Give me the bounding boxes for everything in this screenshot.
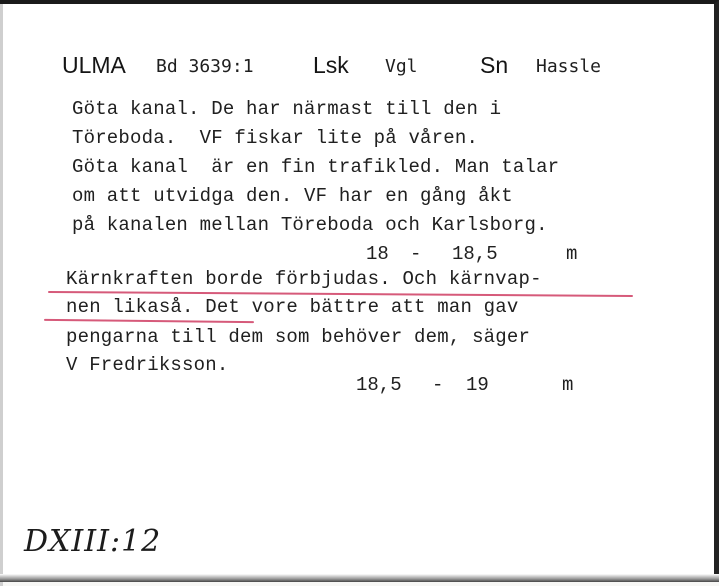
text-line: nen likaså. Det vore bättre att man gav	[66, 296, 519, 318]
text-line: pengarna till dem som behöver dem, säger	[66, 326, 531, 348]
sn-value: Hassle	[536, 56, 602, 77]
volume-number: Bd 3639:1	[156, 56, 254, 77]
range-from: 18	[366, 243, 389, 265]
range-dash: -	[410, 243, 422, 265]
card-bottom-edge	[0, 574, 719, 582]
range-to: 18,5	[452, 243, 498, 265]
range-from: 18,5	[356, 374, 402, 396]
handwritten-reference: DXIII:12	[24, 524, 162, 559]
lsk-label: Lsk	[313, 52, 349, 78]
highlight-underline	[44, 319, 254, 323]
text-line: Kärnkraften borde förbjudas. Och kärnvap-	[66, 268, 542, 290]
text-line: Göta kanal är en fin trafikled. Man talar	[72, 156, 560, 178]
range-unit: m	[562, 374, 574, 396]
range-dash: -	[432, 374, 444, 396]
text-line: Töreboda. VF fiskar lite på våren.	[72, 127, 479, 149]
range-unit: m	[566, 243, 578, 265]
range-to: 19	[466, 374, 489, 396]
text-line: Göta kanal. De har närmast till den i	[72, 98, 502, 120]
sn-label: Sn	[480, 52, 509, 78]
archive-label: ULMA	[62, 52, 126, 78]
text-line: V Fredriksson.	[66, 354, 229, 376]
text-line: om att utvidga den. VF har en gång åkt	[72, 185, 513, 207]
card-left-edge	[0, 4, 3, 586]
text-line: på kanalen mellan Töreboda och Karlsborg.	[72, 214, 548, 236]
lsk-value: Vgl	[385, 56, 418, 77]
